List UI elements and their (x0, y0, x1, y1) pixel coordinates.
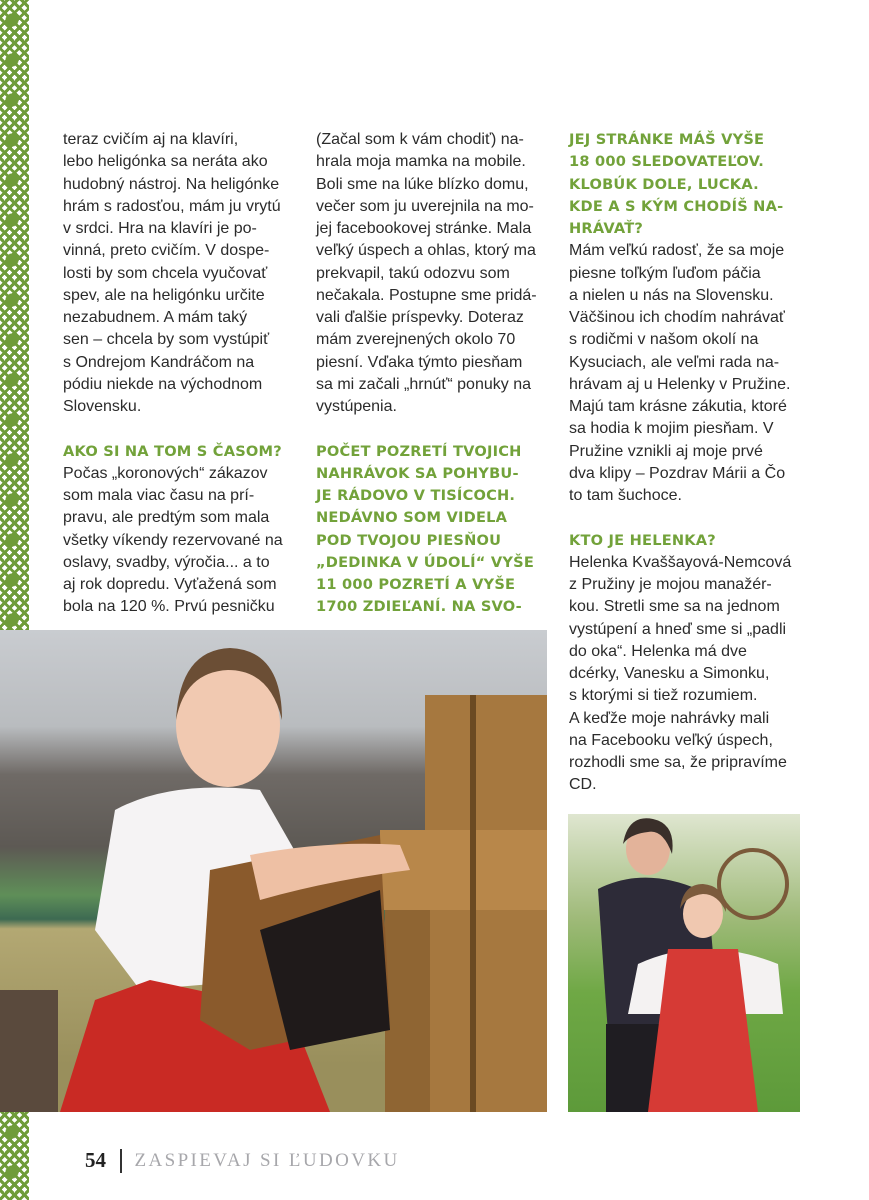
text-line: CD. (569, 776, 597, 794)
text-line: JEJ STRÁNKE MÁŠ VYŠE (569, 131, 765, 148)
folk-ornament-border (0, 1112, 29, 1200)
text-line: mám zverejnených okolo 70 (316, 331, 516, 349)
text-line: KTO JE HELENKA? (569, 531, 716, 549)
section-heading (63, 441, 299, 463)
text-line: vystúpení a hneď sme si „padli (569, 620, 787, 638)
paragraph-gap (316, 418, 552, 440)
text-line: vinná, preto cvičím. V dospe- (63, 242, 270, 260)
section-heading (569, 129, 805, 240)
text-line: hrala moja mamka na mobile. (316, 153, 526, 171)
text-line: pódiu niekde na východnom (63, 375, 263, 393)
article-column-3 (569, 129, 805, 797)
text-line: bola na 120 %. Prvú pesničku (63, 598, 275, 616)
text-line: 18 000 SLEDOVATEĽOV. (569, 153, 764, 171)
text-line: HRÁVAŤ? (569, 220, 644, 237)
text-line: A keďže moje nahrávky mali (569, 709, 770, 727)
text-line: lebo heligónka sa neráta ako (63, 153, 268, 171)
text-line: som mala viac času na prí- (63, 487, 255, 504)
body-paragraph (63, 463, 299, 619)
text-line: Počas „koronových“ zákazov (63, 464, 268, 482)
text-line: „DEDINKA V ÚDOLÍ“ VYŠE (316, 553, 535, 571)
text-line: JE RÁDOVO V TISÍCOCH. (316, 487, 516, 504)
text-line: rozhodli sme sa, že pripravíme (569, 754, 787, 771)
text-line: prekvapil, takú odozvu som (316, 264, 510, 282)
body-paragraph (569, 240, 805, 507)
photo-girl-with-manager (568, 814, 800, 1112)
text-line: teraz cvičím aj na klavíri, (63, 131, 239, 148)
text-line: POD TVOJOU PIESŇOU (316, 531, 502, 549)
text-line: Majú tam krásne zákutia, ktoré (569, 398, 787, 415)
text-line: v srdci. Hra na klavíri je po- (63, 220, 257, 237)
text-line: do oka“. Helenka má dve (569, 642, 747, 660)
text-line: Helenka Kvaššayová-Nemcová (569, 553, 792, 571)
text-line: všetky víkendy rezervované na (63, 531, 283, 549)
text-line: Pružine vznikli aj moje prvé (569, 442, 763, 460)
text-line: s ktorými si tiež rozumiem. (569, 687, 758, 705)
text-line: AKO SI NA TOM S ČASOM? (63, 442, 282, 460)
text-line: Väčšinou ich chodím nahrávať (569, 309, 785, 326)
text-line: pravu, ale predtým som mala (63, 509, 270, 527)
text-line: na Facebooku veľký úspech, (569, 731, 773, 749)
text-line: oslavy, svadby, výročia... a to (63, 553, 270, 571)
text-line: vali ďalšie príspevky. Doteraz (316, 309, 524, 326)
text-line: sen – chcela by som vystúpiť (63, 331, 270, 349)
text-line: veľký úspech a ohlas, ktorý ma (316, 242, 536, 260)
text-line: kou. Stretli sme sa na jednom (569, 598, 780, 616)
text-line: sa mi začali „hrnúť“ ponuky na (316, 375, 531, 393)
body-paragraph (316, 129, 552, 418)
text-line: s Ondrejom Kandráčom na (63, 353, 255, 371)
text-line: NAHRÁVOK SA POHYBU- (316, 464, 519, 482)
text-line: Slovensku. (63, 398, 142, 415)
magazine-title: ZASPIEVAJ SI ĽUDOVKU (134, 1149, 400, 1171)
text-line: Kysuciach, ale veľmi rada na- (569, 353, 780, 371)
text-line: piesne toľkým ľuďom páčia (569, 264, 761, 282)
text-line: hrávam aj u Helenky v Pružine. (569, 375, 791, 393)
text-line: aj rok dopredu. Vyťažená som (63, 576, 277, 593)
text-line: 1700 ZDIEĽANÍ. NA SVO- (316, 598, 522, 616)
text-line: Boli sme na lúke blízko domu, (316, 175, 529, 193)
text-line: KDE A S KÝM CHODÍŠ NA- (569, 197, 784, 215)
text-line: s rodičmi v našom okolí na (569, 331, 759, 349)
text-line: losti by som chcela vyučovať (63, 264, 268, 282)
text-line: z Pružiny je mojou manažér- (569, 576, 772, 593)
text-line: sa hodia k mojim piesňam. V (569, 420, 774, 438)
text-line: jej facebookovej stránke. Mala (316, 220, 532, 237)
text-line: hrám s radosťou, mám ju vrytú (63, 197, 281, 215)
text-line: a nielen u nás na Slovensku. (569, 286, 774, 304)
paragraph-gap (63, 418, 299, 440)
text-line: (Začal som k vám chodiť) na- (316, 131, 524, 148)
text-line: hudobný nástroj. Na heligónke (63, 175, 280, 193)
text-line: NEDÁVNO SOM VIDELA (316, 509, 508, 527)
text-line: dva klipy – Pozdrav Márii a Čo (569, 464, 786, 482)
page-footer (85, 1148, 400, 1173)
article-column-2 (316, 129, 552, 619)
text-line: KLOBÚK DOLE, LUCKA. (569, 175, 759, 193)
text-line: nezabudnem. A mám taký (63, 309, 248, 326)
body-paragraph (569, 552, 805, 797)
section-heading (316, 441, 552, 619)
text-line: to tam šuchoce. (569, 487, 682, 504)
text-line: večer som ju uverejnila na mo- (316, 197, 534, 215)
footer-divider (120, 1149, 122, 1173)
text-line: 11 000 POZRETÍ A VYŠE (316, 576, 516, 593)
text-line: spev, ale na heligónku určite (63, 286, 265, 304)
photo-girl-with-accordion (0, 630, 547, 1112)
body-paragraph (63, 129, 299, 418)
page-number: 54 (85, 1148, 106, 1172)
folk-ornament-border (0, 0, 29, 630)
text-line: piesní. Vďaka týmto piesňam (316, 353, 523, 371)
article-column-1 (63, 129, 299, 619)
text-line: vystúpenia. (316, 398, 397, 415)
text-line: nečakala. Postupne sme pridá- (316, 286, 537, 304)
text-line: POČET POZRETÍ TVOJICH (316, 442, 522, 460)
section-heading (569, 530, 805, 552)
text-line: Mám veľkú radosť, že sa moje (569, 242, 785, 260)
paragraph-gap (569, 507, 805, 529)
text-line: dcérky, Vanesku a Simonku, (569, 665, 770, 682)
